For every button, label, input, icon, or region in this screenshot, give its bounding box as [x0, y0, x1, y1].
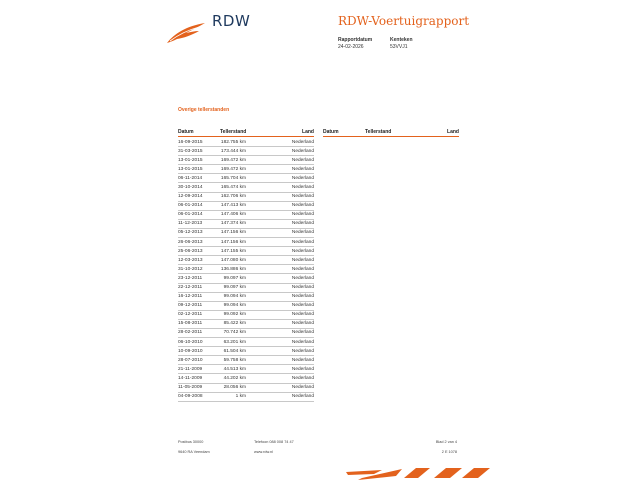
table-row [178, 311, 314, 320]
cell-country: Nederland [291, 248, 314, 254]
table-row [178, 320, 314, 329]
cell-odometer: 165.704 km [220, 175, 246, 181]
table-row [178, 265, 314, 274]
table-row [178, 229, 314, 238]
cell-country: Nederland [291, 184, 314, 190]
odometer-table [178, 138, 314, 402]
cell-odometer: 99.097 km [223, 275, 246, 281]
cell-country: Nederland [291, 221, 314, 227]
cell-date: 31-10-2012 [178, 266, 203, 272]
cell-odometer: 63.201 km [223, 339, 246, 345]
cell-odometer: 147.374 km [220, 221, 246, 227]
table-row [178, 183, 314, 192]
cell-date: 02-12-2011 [178, 312, 203, 318]
cell-date: 12-09-2014 [178, 194, 203, 200]
report-date-value: 24-02-2026 [338, 44, 364, 50]
cell-country: Nederland [291, 312, 314, 318]
table-row [178, 338, 314, 347]
cell-country: Nederland [291, 366, 314, 372]
cell-date: 26-06-2013 [178, 239, 203, 245]
cell-odometer: 44.202 km [223, 375, 246, 381]
cell-date: 21-11-2009 [178, 366, 203, 372]
cell-odometer: 173.444 km [220, 148, 246, 154]
cell-date: 10-09-2010 [178, 348, 203, 354]
cell-odometer: 147.156 km [220, 239, 246, 245]
report-title: RDW-Voertuigrapport [338, 14, 470, 28]
cell-odometer: 99.094 km [223, 303, 246, 309]
cell-country: Nederland [291, 357, 314, 363]
footer-address: 9640 RA Veendam [178, 450, 210, 454]
cell-country: Nederland [291, 285, 314, 290]
cell-country: Nederland [291, 203, 314, 209]
cell-country: Nederland [291, 330, 314, 336]
column-header-odometer: Tellerstand [365, 129, 392, 135]
cell-country: Nederland [291, 339, 314, 345]
column-header-date: Datum [178, 129, 194, 135]
cell-country: Nederland [291, 294, 314, 300]
table-row [178, 156, 314, 165]
table-row [178, 238, 314, 247]
cell-date: 11-05-2009 [178, 385, 203, 391]
cell-odometer: 1 km [235, 394, 246, 400]
cell-date: 23-12-2011 [178, 275, 203, 281]
cell-date: 04-09-2008 [178, 394, 203, 400]
table-row [178, 220, 314, 229]
column-header-date: Datum [323, 129, 339, 135]
table-row [178, 193, 314, 202]
table-header-left [178, 129, 314, 137]
cell-country: Nederland [291, 321, 314, 327]
cell-odometer: 165.474 km [220, 184, 246, 190]
cell-date: 31-03-2015 [178, 148, 203, 154]
cell-date: 06-01-2014 [178, 212, 203, 218]
table-row [178, 384, 314, 393]
cell-country: Nederland [291, 257, 314, 263]
table-row [178, 274, 314, 283]
cell-date: 25-06-2013 [178, 248, 203, 254]
table-row [178, 393, 314, 402]
table-row [178, 365, 314, 374]
cell-date: 11-12-2013 [178, 221, 203, 227]
column-header-country: Land [302, 129, 314, 135]
table-row [178, 293, 314, 302]
table-header-right [323, 129, 459, 137]
cell-date: 30-10-2014 [178, 184, 203, 190]
cell-date: 15-08-2011 [178, 321, 203, 327]
license-plate-value: 53VVJ1 [390, 44, 408, 50]
cell-odometer: 147.156 km [220, 230, 246, 236]
cell-country: Nederland [291, 139, 314, 145]
cell-odometer: 147.413 km [220, 203, 246, 209]
cell-country: Nederland [291, 194, 314, 200]
column-header-country: Land [447, 129, 459, 135]
table-row [178, 202, 314, 211]
cell-country: Nederland [291, 212, 314, 218]
cell-country: Nederland [291, 175, 314, 181]
table-row [178, 374, 314, 383]
table-row [178, 138, 314, 147]
table-row [178, 356, 314, 365]
cell-date: 14-11-2009 [178, 375, 203, 381]
cell-date: 16-12-2011 [178, 294, 203, 300]
cell-date: 28-07-2010 [178, 357, 203, 363]
cell-odometer: 147.080 km [220, 257, 246, 263]
cell-country: Nederland [291, 166, 314, 172]
footer-doc-ref: 2 E 1078 [441, 450, 457, 454]
cell-date: 28-02-2011 [178, 330, 203, 336]
table-row [178, 256, 314, 265]
footer-phone: Telefoon 088 008 74 47 [254, 440, 294, 444]
cell-country: Nederland [291, 348, 314, 354]
cell-date: 06-01-2014 [178, 203, 203, 209]
report-date-label: Rapportdatum [338, 37, 373, 43]
cell-date: 06-10-2010 [178, 339, 203, 345]
table-row [178, 174, 314, 183]
cell-date: 13-01-2015 [178, 166, 203, 172]
cell-country: Nederland [291, 239, 314, 245]
cell-country: Nederland [291, 148, 314, 154]
table-row [178, 211, 314, 220]
column-header-odometer: Tellerstand [220, 129, 247, 135]
table-row [178, 247, 314, 256]
table-row [178, 165, 314, 174]
cell-country: Nederland [291, 266, 314, 272]
cell-country: Nederland [291, 275, 314, 281]
cell-country: Nederland [291, 157, 314, 163]
cell-odometer: 136.886 km [220, 266, 246, 272]
rdw-stripes-icon [344, 466, 490, 480]
cell-country: Nederland [291, 385, 314, 391]
cell-date: 22-12-2011 [178, 285, 203, 290]
cell-odometer: 169.472 km [220, 157, 246, 163]
table-row [178, 302, 314, 311]
footer-website: www.rdw.nl [254, 450, 273, 454]
cell-country: Nederland [291, 230, 314, 236]
cell-odometer: 99.097 km [223, 285, 246, 290]
section-title: Overige tellerstanden [178, 107, 230, 113]
cell-odometer: 70.742 km [223, 330, 246, 336]
cell-date: 12-03-2013 [178, 257, 203, 263]
cell-country: Nederland [291, 303, 314, 309]
cell-odometer: 169.472 km [220, 166, 246, 172]
cell-odometer: 162.706 km [220, 194, 246, 200]
cell-date: 16-09-2015 [178, 139, 203, 145]
cell-odometer: 182.755 km [220, 139, 246, 145]
cell-odometer: 61.504 km [223, 348, 246, 354]
license-plate-label: Kenteken [390, 37, 413, 43]
rdw-logo-icon [166, 22, 206, 44]
cell-odometer: 99.094 km [223, 294, 246, 300]
cell-country: Nederland [291, 375, 314, 381]
table-row [178, 147, 314, 156]
cell-date: 09-12-2011 [178, 303, 203, 309]
cell-date: 13-01-2015 [178, 157, 203, 163]
footer-postbus: Postbus 30000 [178, 440, 204, 444]
cell-odometer: 147.406 km [220, 212, 246, 218]
cell-odometer: 28.056 km [223, 385, 246, 391]
table-row [178, 329, 314, 338]
table-row [178, 284, 314, 293]
cell-odometer: 44.513 km [223, 366, 246, 372]
logo-text: RDW [212, 12, 251, 30]
cell-odometer: 59.758 km [223, 357, 246, 363]
cell-date: 06-11-2014 [178, 175, 203, 181]
cell-country: Nederland [291, 394, 314, 400]
cell-odometer: 147.155 km [220, 248, 246, 254]
cell-odometer: 99.092 km [223, 312, 246, 318]
table-row [178, 347, 314, 356]
footer-page-number: Blad 2 van 4 [435, 440, 457, 444]
cell-odometer: 85.422 km [223, 321, 246, 327]
cell-date: 05-12-2013 [178, 230, 203, 236]
